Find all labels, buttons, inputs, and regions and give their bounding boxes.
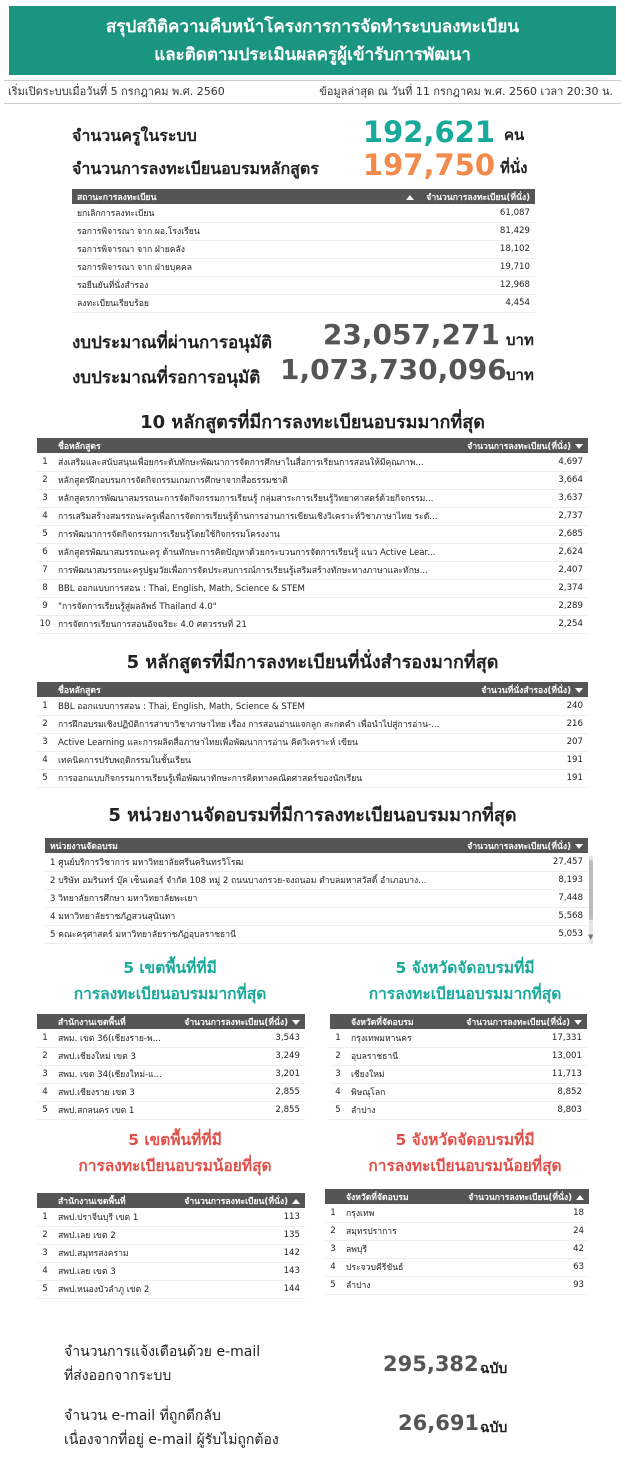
table-row[interactable] xyxy=(72,276,535,294)
province-name: ลพบุรี xyxy=(341,1240,432,1258)
status-value: 19,710 xyxy=(299,258,535,276)
rank: 4 xyxy=(37,507,53,525)
org-count-col-header[interactable] xyxy=(455,838,588,853)
rank: 2 xyxy=(37,471,53,489)
course-name: Active Learning และการผลิตสื่อภาษาไทยเพื่อพัฒนาการอ่าน คิดวิเคราะห์ เขียน xyxy=(53,733,469,751)
latest-data-text: ข้อมูลล่าสุด ณ วันที่ 11 กรกฎาคม พ.ศ. 2560 เวลา 20:30 น. xyxy=(319,85,613,98)
rank: 5 xyxy=(330,1101,346,1119)
area-count-col-label: จำนวนการลงทะเบียน(ที่นั่ง) xyxy=(184,1017,288,1028)
org-col-label: หน่วยงานจัดอบรม xyxy=(50,841,118,852)
table-row[interactable] xyxy=(72,204,535,222)
rank: 3 xyxy=(37,733,53,751)
least-area-count-col-label: จำนวนการลงทะเบียน(ที่นั่ง) xyxy=(184,1196,288,1207)
area-value: 143 xyxy=(165,1262,305,1280)
reserve-course-col-label: ชื่อหลักสูตร xyxy=(58,685,101,696)
least-provinces-table xyxy=(325,1189,589,1295)
status-name: ยกเลิกการลงทะเบียน xyxy=(72,204,299,222)
province-name: พิษณุโลก xyxy=(346,1083,434,1101)
table-row[interactable] xyxy=(37,1226,305,1244)
org-value: 7,448 xyxy=(455,889,588,907)
org-name: 1 ศูนย์บริการวิชาการ มหาวิทยาลัยศรีนครินทรวิโรฒ xyxy=(45,853,455,871)
province-count-col-label: จำนวนการลงทะเบียน(ที่นั่ง) xyxy=(466,1017,570,1028)
table-row[interactable] xyxy=(72,294,535,312)
reserve-course-col-header[interactable] xyxy=(53,682,469,697)
status-name: รอการพิจารณา จาก ผอ.โรงเรียน xyxy=(72,222,299,240)
email-bounce-label-line1: จำนวน e-mail ที่ถูกตีกลับ xyxy=(64,1408,221,1424)
approved-budget-label: งบประมาณที่ผ่านการอนุมัติ xyxy=(72,333,273,353)
most-provinces-title xyxy=(315,955,615,1007)
registrations-unit: ที่นั่ง xyxy=(500,159,528,177)
rank: 4 xyxy=(37,751,53,769)
teachers-value: 192,621 xyxy=(362,115,495,149)
least-area-col-label: สำนักงานเขตพื้นที่ xyxy=(58,1196,126,1207)
email-sent-label-line2: ที่ส่งออกจากระบบ xyxy=(64,1368,172,1384)
course-col-header[interactable] xyxy=(53,438,457,453)
rank: 5 xyxy=(325,1276,341,1294)
table-row[interactable] xyxy=(37,507,588,525)
sort-down-icon xyxy=(574,1020,582,1025)
rank: 5 xyxy=(37,525,53,543)
most-provinces-title-line1: 5 จังหวัดจัดอบรมที่มี xyxy=(395,959,535,977)
registrations-value: 197,750 xyxy=(362,148,495,182)
course-col-label: ชื่อหลักสูตร xyxy=(58,441,101,452)
area-name: สพป.เลย เขต 3 xyxy=(53,1262,165,1280)
least-provinces-title-line2: การลงทะเบียนอบรมน้อยที่สุด xyxy=(368,1157,562,1175)
area-name: สพป.สมุทรสงคราม xyxy=(53,1244,165,1262)
email-sent-value: 295,382 xyxy=(383,1352,479,1376)
status-table xyxy=(72,189,535,313)
course-value: 2,407 xyxy=(457,561,588,579)
province-name: ประจวบคีรีขันธ์ xyxy=(341,1258,432,1276)
table-row[interactable] xyxy=(37,1262,305,1280)
course-value: 2,254 xyxy=(457,615,588,633)
rank: 1 xyxy=(37,453,53,471)
table-row[interactable] xyxy=(325,1204,589,1222)
rank: 10 xyxy=(37,615,53,633)
rank: 1 xyxy=(37,1029,53,1047)
table-row[interactable] xyxy=(325,1276,589,1294)
area-name: สพม. เขต 34(เชียงใหม่-แ... xyxy=(53,1065,173,1083)
rank: 5 xyxy=(37,769,53,787)
course-value: 2,737 xyxy=(457,507,588,525)
course-name: การเสริมสร้างสมรรถนะครูเพื่อการจัดการเรียนรู้ด้านการอ่านการเขียนเชิงวิเคราะห์วิชาภาษาไทย ระดั... xyxy=(53,507,457,525)
rank: 1 xyxy=(330,1029,346,1047)
province-name: กรุงเทพมหานคร xyxy=(346,1029,434,1047)
rank: 2 xyxy=(37,715,53,733)
province-value: 13,001 xyxy=(434,1047,587,1065)
least-area-count-col-header[interactable] xyxy=(165,1193,305,1208)
registrations-label: จำนวนการลงทะเบียนอบรมหลักสูตร xyxy=(72,159,319,178)
least-province-count-col-label: จำนวนการลงทะเบียน(ที่นั่ง) xyxy=(468,1192,572,1203)
reserve-value: 240 xyxy=(469,697,588,715)
most-areas-title-line2: การลงทะเบียนอบรมมากที่สุด xyxy=(73,985,267,1003)
least-areas-title-line1: 5 เขตพื้นที่ที่มี xyxy=(128,1131,222,1149)
info-bar xyxy=(4,80,621,104)
course-value: 2,624 xyxy=(457,543,588,561)
rank: 2 xyxy=(37,1226,53,1244)
org-value: 8,193 xyxy=(455,871,588,889)
status-table-header xyxy=(72,189,535,204)
province-name: อุบลราชธานี xyxy=(346,1047,434,1065)
area-value: 2,855 xyxy=(173,1101,305,1119)
rank: 3 xyxy=(37,1065,53,1083)
area-name: สพป.สกลนคร เขต 1 xyxy=(53,1101,173,1119)
table-row[interactable] xyxy=(37,715,588,733)
course-value: 4,697 xyxy=(457,453,588,471)
table-row[interactable] xyxy=(45,889,588,907)
email-bounce-unit: ฉบับ xyxy=(480,1420,508,1436)
chevron-down-icon[interactable]: ▼ xyxy=(588,933,594,941)
course-name: การพัฒนาสมรรถนะครูปฐมวัยเพื่อการจัดประสบการณ์การเรียนรู้เสริมสร้างทักษะทางภาษาและทักษ... xyxy=(53,561,457,579)
area-name: สพป.หนองบัวลำภู เขต 2 xyxy=(53,1280,165,1298)
start-date-text: เริ่มเปิดระบบเมื่อวันที่ 5 กรกฎาคม พ.ศ. 2560 xyxy=(8,85,225,98)
reserve-value: 216 xyxy=(469,715,588,733)
reserve-value: 191 xyxy=(469,769,588,787)
reserve-count-col-header[interactable] xyxy=(469,682,588,697)
course-name: หลักสูตรการพัฒนาสมรรถนะการจัดกิจกรรมการเรียนรู้ กลุ่มสาระการเรียนรู้วิทยาศาสตร์ด้วยกิจกรรม... xyxy=(53,489,457,507)
course-name: หลักสูตรพัฒนาสมรรถนะครู ด้านทักษะการคิดปัญหาด้วยกระบวนการจัดการเรียนรู้ แนว Active Lear... xyxy=(53,543,457,561)
table-row[interactable] xyxy=(37,453,588,471)
sort-down-icon xyxy=(575,844,583,849)
org-name: 4 มหาวิทยาลัยราชภัฏสวนสุนันทา xyxy=(45,907,455,925)
org-name: 3 วิทยาลัยการศึกษา มหาวิทยาลัยพะเยา xyxy=(45,889,455,907)
course-value: 3,664 xyxy=(457,471,588,489)
province-value: 17,331 xyxy=(434,1029,587,1047)
course-value: 2,685 xyxy=(457,525,588,543)
top-orgs-table xyxy=(45,838,588,944)
area-value: 2,855 xyxy=(173,1083,305,1101)
least-areas-title xyxy=(30,1127,320,1179)
email-bounce-value: 26,691 xyxy=(398,1411,480,1435)
rank: 4 xyxy=(330,1083,346,1101)
sort-up-icon xyxy=(576,1195,584,1200)
table-row[interactable] xyxy=(330,1083,587,1101)
header-title-line1: สรุปสถิติความคืบหน้าโครงการการจัดทำระบบลงทะเบียน xyxy=(106,17,519,37)
most-provinces-table xyxy=(330,1014,587,1120)
province-value: 11,713 xyxy=(434,1065,587,1083)
rank: 3 xyxy=(325,1240,341,1258)
email-sent-label-line1: จำนวนการแจ้งเตือนด้วย e-mail xyxy=(64,1344,261,1360)
area-value: 135 xyxy=(165,1226,305,1244)
table-row[interactable] xyxy=(37,1101,305,1119)
table-row[interactable] xyxy=(330,1047,587,1065)
rank: 5 xyxy=(37,1280,53,1298)
least-areas-header xyxy=(37,1193,305,1208)
email-bounce-label xyxy=(64,1404,279,1452)
table-row[interactable] xyxy=(37,1280,305,1298)
table-row[interactable] xyxy=(45,871,588,889)
table-row[interactable] xyxy=(37,1083,305,1101)
status-col-header[interactable] xyxy=(72,189,299,204)
most-provinces-title-line2: การลงทะเบียนอบรมมากที่สุด xyxy=(368,985,562,1003)
sort-down-icon xyxy=(575,688,583,693)
most-areas-header xyxy=(37,1014,305,1029)
status-name: รอการพิจารณา จาก ฝ่ายบุคคล xyxy=(72,258,299,276)
area-name: สพป.เชียงใหม่ เขต 3 xyxy=(53,1047,173,1065)
teachers-label: จำนวนครูในระบบ xyxy=(72,126,197,145)
province-value: 42 xyxy=(432,1240,589,1258)
status-value: 81,429 xyxy=(299,222,535,240)
pending-budget-label: งบประมาณที่รอการอนุมัติ xyxy=(72,368,261,388)
reserve-value: 191 xyxy=(469,751,588,769)
rank: 1 xyxy=(37,1208,53,1226)
top-orgs-header xyxy=(45,838,588,853)
least-province-count-col-header[interactable] xyxy=(432,1189,589,1204)
status-count-col-label: จำนวนการลงทะเบียน(ที่นั่ง) xyxy=(426,192,530,203)
province-value: 24 xyxy=(432,1222,589,1240)
email-bounce-label-line2: เนื่องจากที่อยู่ e-mail ผู้รับไม่ถูกต้อง xyxy=(64,1432,279,1448)
area-name: สพป.ปราจีนบุรี เขต 1 xyxy=(53,1208,165,1226)
table-row[interactable] xyxy=(37,1047,305,1065)
rank: 7 xyxy=(37,561,53,579)
org-value: 27,457 xyxy=(455,853,588,871)
email-sent-label xyxy=(64,1340,260,1388)
table-row[interactable] xyxy=(37,471,588,489)
rank: 2 xyxy=(325,1222,341,1240)
org-col-header[interactable] xyxy=(45,838,455,853)
table-row[interactable] xyxy=(330,1065,587,1083)
rank: 3 xyxy=(330,1065,346,1083)
area-value: 142 xyxy=(165,1244,305,1262)
status-value: 12,968 xyxy=(299,276,535,294)
status-count-col-header[interactable] xyxy=(299,189,535,204)
province-value: 63 xyxy=(432,1258,589,1276)
area-col-header[interactable] xyxy=(53,1014,173,1029)
status-value: 4,454 xyxy=(299,294,535,312)
area-name: สพป.เลย เขต 2 xyxy=(53,1226,165,1244)
province-value: 8,803 xyxy=(434,1101,587,1119)
reserve-value: 207 xyxy=(469,733,588,751)
table-row[interactable] xyxy=(45,853,588,871)
area-col-label: สำนักงานเขตพื้นที่ xyxy=(58,1017,126,1028)
reserve-courses-header xyxy=(37,682,588,697)
top-orgs-title: 5 หน่วยงานจัดอบรมที่มีการลงทะเบียนอบรมมากที่สุด xyxy=(108,805,517,826)
org-name: 2 บริษัท อมรินทร์ บุ๊ค เซ็นเตอร์ จำกัด 108 หมู่ 2 ถนนบางกรวย-จงถนอม ตำบลมหาสวัสดิ์ อำเภอบาง... xyxy=(45,871,455,889)
header-title-line2: และติดตามประเมินผลครูผู้เข้ารับการพัฒนา xyxy=(154,45,471,65)
table-row[interactable] xyxy=(37,597,588,615)
table-row[interactable] xyxy=(37,489,588,507)
table-row[interactable] xyxy=(72,222,535,240)
table-row[interactable] xyxy=(37,543,588,561)
rank: 4 xyxy=(37,1262,53,1280)
table-row[interactable] xyxy=(330,1029,587,1047)
province-name: เชียงใหม่ xyxy=(346,1065,434,1083)
org-count-col-label: จำนวนการลงทะเบียน(ที่นั่ง) xyxy=(467,841,571,852)
province-value: 18 xyxy=(432,1204,589,1222)
status-name: รอยืนยันที่นั่งสำรอง xyxy=(72,276,299,294)
most-areas-table xyxy=(37,1014,305,1120)
table-row[interactable] xyxy=(37,561,588,579)
sort-down-icon xyxy=(575,444,583,449)
most-areas-title xyxy=(20,955,320,1007)
reserve-count-col-label: จำนวนที่นั่งสำรอง(ที่นั่ง) xyxy=(481,685,571,696)
org-value: 5,053 xyxy=(455,925,588,943)
course-value: 2,289 xyxy=(457,597,588,615)
rank: 4 xyxy=(325,1258,341,1276)
course-name: เทคนิคการปรับพฤติกรรมในชั้นเรียน xyxy=(53,751,469,769)
orgs-scroll-thumb[interactable] xyxy=(589,860,593,920)
email-sent-unit: ฉบับ xyxy=(480,1361,508,1377)
course-name: การพัฒนาการจัดกิจกรรมการเรียนรู้โดยใช้กิจกรรมโครงงาน xyxy=(53,525,457,543)
orgs-scrollbar[interactable] xyxy=(589,856,593,944)
table-row[interactable] xyxy=(37,733,588,751)
table-row[interactable] xyxy=(325,1258,589,1276)
least-provinces-header xyxy=(325,1189,589,1204)
table-row[interactable] xyxy=(37,1065,305,1083)
reserve-courses-table xyxy=(37,682,588,788)
course-value: 2,374 xyxy=(457,579,588,597)
course-name: ส่งเสริมและสนับสนุนเพื่อยกระดับทักษะพัฒนาการจัดการศึกษาในสื่อการเรียนการสอนให้มีคุณภาพ... xyxy=(53,453,457,471)
least-area-col-header[interactable] xyxy=(53,1193,165,1208)
course-name: BBL ออกแบบการสอน : Thai, English, Math, Science & STEM xyxy=(53,579,457,597)
course-name: "การจัดการเรียนรู้สู่ผลลัพธ์ Thailand 4.0" xyxy=(53,597,457,615)
status-col-label: สถานะการลงทะเบียน xyxy=(77,192,157,203)
least-provinces-title xyxy=(315,1127,615,1179)
rank: 4 xyxy=(37,1083,53,1101)
table-row[interactable] xyxy=(37,1029,305,1047)
table-row[interactable] xyxy=(37,697,588,715)
page-header xyxy=(9,6,616,75)
reserve-courses-title: 5 หลักสูตรที่มีการลงทะเบียนที่นั่งสำรองมากที่สุด xyxy=(126,652,499,673)
table-row[interactable] xyxy=(37,579,588,597)
status-name: ลงทะเบียนเรียบร้อย xyxy=(72,294,299,312)
top-courses-header xyxy=(37,438,588,453)
course-count-col-label: จำนวนการลงทะเบียน(ที่นั่ง) xyxy=(467,441,571,452)
province-value: 93 xyxy=(432,1276,589,1294)
status-value: 18,102 xyxy=(299,240,535,258)
course-name: BBL ออกแบบการสอน : Thai, English, Math, Science & STEM xyxy=(53,697,469,715)
rank: 5 xyxy=(37,1101,53,1119)
area-value: 3,201 xyxy=(173,1065,305,1083)
least-areas-table xyxy=(37,1193,305,1299)
approved-budget-value: 23,057,271 xyxy=(322,318,500,351)
course-name: การออกแบบกิจกรรมการเรียนรู้เพื่อพัฒนาทักษะการคิดทางคณิตศาสตร์ของนักเรียน xyxy=(53,769,469,787)
table-row[interactable] xyxy=(45,907,588,925)
province-col-label: จังหวัดที่จัดอบรม xyxy=(351,1017,414,1028)
rank: 2 xyxy=(330,1047,346,1065)
area-value: 3,543 xyxy=(173,1029,305,1047)
rank: 2 xyxy=(37,1047,53,1065)
province-count-col-header[interactable] xyxy=(434,1014,587,1029)
pending-budget-value: 1,073,730,096 xyxy=(280,353,507,386)
pending-budget-unit: บาท xyxy=(506,366,534,384)
province-value: 8,852 xyxy=(434,1083,587,1101)
approved-budget-unit: บาท xyxy=(506,331,534,349)
province-col-header[interactable] xyxy=(346,1014,434,1029)
table-row[interactable] xyxy=(330,1101,587,1119)
area-value: 144 xyxy=(165,1280,305,1298)
top-courses-title: 10 หลักสูตรที่มีการลงทะเบียนอบรมมากที่สุด xyxy=(140,412,485,433)
status-name: รอการพิจารณา จาก ฝ่ายคลัง xyxy=(72,240,299,258)
table-row[interactable] xyxy=(72,240,535,258)
area-value: 3,249 xyxy=(173,1047,305,1065)
rank: 6 xyxy=(37,543,53,561)
province-name: กรุงเทพ xyxy=(341,1204,432,1222)
org-value: 5,568 xyxy=(455,907,588,925)
rank: 9 xyxy=(37,597,53,615)
table-row[interactable] xyxy=(37,769,588,787)
table-row[interactable] xyxy=(325,1240,589,1258)
top-courses-table xyxy=(37,438,588,634)
course-name: การจัดการเรียนการสอนอัจฉริยะ 4.0 ศตวรรษที่ 21 xyxy=(53,615,457,633)
area-value: 113 xyxy=(165,1208,305,1226)
table-row[interactable] xyxy=(37,525,588,543)
least-provinces-title-line1: 5 จังหวัดจัดอบรมที่มี xyxy=(395,1131,535,1149)
rank: 8 xyxy=(37,579,53,597)
least-province-col-label: จังหวัดที่จัดอบรม xyxy=(346,1192,409,1203)
rank: 1 xyxy=(37,697,53,715)
course-name: การฝึกอบรมเชิงปฏิบัติการสาขาวิชาภาษาไทย เรื่อง การสอนอ่านแจกลูก สะกดคำ เพื่อนำไปสู่การอ่าน-... xyxy=(53,715,469,733)
table-row[interactable] xyxy=(37,1244,305,1262)
province-name: ลำปาง xyxy=(346,1101,434,1119)
rank: 1 xyxy=(325,1204,341,1222)
table-row[interactable] xyxy=(37,751,588,769)
org-name: 5 คณะครุศาสตร์ มหาวิทยาลัยราชภัฏอุบลราชธานี xyxy=(45,925,455,943)
course-name: หลักสูตรฝึกอบรมการจัดกิจกรรมเกมการศึกษาจากสื่อธรรมชาติ xyxy=(53,471,457,489)
area-count-col-header[interactable] xyxy=(173,1014,305,1029)
most-areas-title-line1: 5 เขตพื้นที่ที่มี xyxy=(123,959,217,977)
status-value: 61,087 xyxy=(299,204,535,222)
table-row[interactable] xyxy=(45,925,588,943)
area-name: สพป.เชียงราย เขต 3 xyxy=(53,1083,173,1101)
table-row[interactable] xyxy=(325,1222,589,1240)
course-count-col-header[interactable] xyxy=(457,438,588,453)
sort-down-icon xyxy=(292,1020,300,1025)
rank: 3 xyxy=(37,489,53,507)
table-row[interactable] xyxy=(72,258,535,276)
province-name: สมุทรปราการ xyxy=(341,1222,432,1240)
area-name: สพม. เขต 36(เชียงราย-พ... xyxy=(53,1029,173,1047)
province-name: ลำปาง xyxy=(341,1276,432,1294)
teachers-unit: คน xyxy=(504,126,525,144)
table-row[interactable] xyxy=(37,1208,305,1226)
table-row[interactable] xyxy=(37,615,588,633)
sort-up-icon xyxy=(292,1199,300,1204)
sort-up-icon xyxy=(406,195,414,200)
rank: 3 xyxy=(37,1244,53,1262)
most-provinces-header xyxy=(330,1014,587,1029)
least-areas-title-line2: การลงทะเบียนอบรมน้อยที่สุด xyxy=(78,1157,272,1175)
course-value: 3,637 xyxy=(457,489,588,507)
least-province-col-header[interactable] xyxy=(341,1189,432,1204)
